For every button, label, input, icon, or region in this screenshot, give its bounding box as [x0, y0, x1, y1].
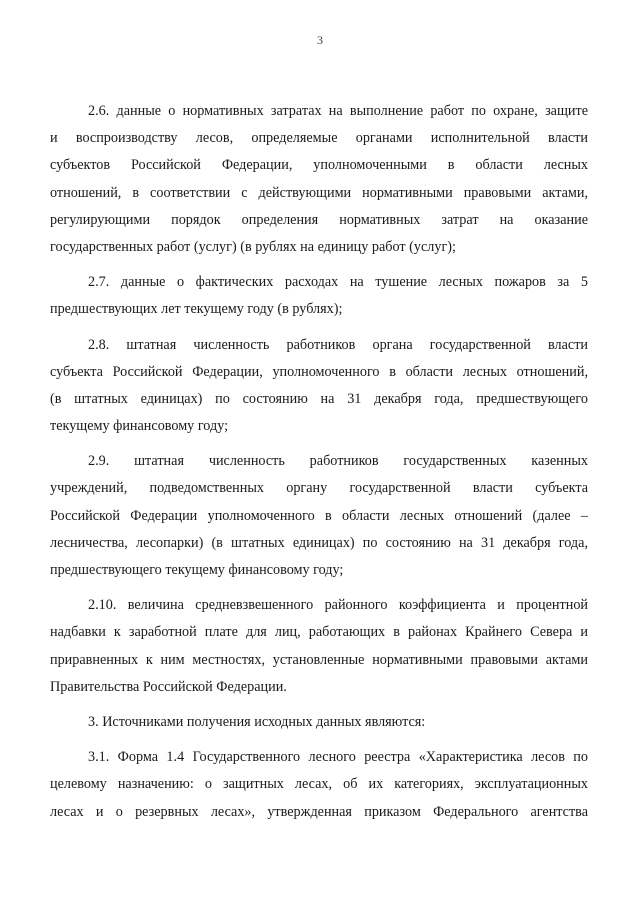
paragraph-2-10: [50, 592, 588, 701]
text-line: предшествующего текущему финансовому году;: [50, 562, 344, 578]
page-number: 3: [317, 33, 323, 47]
text-line: регулирующими порядок определения нормативных затрат на оказание: [50, 211, 588, 228]
text-line: лесничества, лесопарки) (в штатных единицах) по состоянию на 31 декабря года,: [50, 534, 588, 551]
text-line: надбавки к заработной плате для лиц, работающих в районах Крайнего Севера и: [50, 624, 588, 641]
document-body: [50, 98, 588, 834]
text-line: субъектов Российской Федерации, уполномоченными в области лесных: [50, 157, 588, 174]
text-line: Российской Федерации уполномоченного в области лесных отношений (далее –: [50, 507, 588, 524]
text-line: предшествующих лет текущему году (в рублях);: [50, 301, 343, 318]
text-line: учреждений, подведомственных органу государственной власти субъекта: [50, 480, 588, 497]
text-line: 2.8. штатная численность работников органа государственной власти: [88, 336, 588, 353]
text-line: текущему финансовому году;: [50, 418, 229, 435]
paragraph-2-9: [50, 448, 588, 584]
text-line: приравненных к ним местностях, установленные нормативными правовыми актами: [50, 651, 588, 668]
paragraph-2-6: [50, 98, 588, 261]
paragraph-3: [50, 709, 588, 736]
text-line: (в штатных единицах) по состоянию на 31 декабря года, предшествующего: [50, 390, 588, 407]
text-line: 2.10. величина средневзвешенного районного коэффициента и процентной: [88, 597, 588, 614]
text-line: 3. Источниками получения исходных данных являются:: [88, 713, 426, 730]
paragraph-3-1: [50, 744, 588, 826]
text-line: целевому назначению: о защитных лесах, об их категориях, эксплуатационных: [50, 776, 588, 793]
text-line: отношений, в соответствии с действующими нормативными правовыми актами,: [50, 184, 588, 201]
text-line: 3.1. Форма 1.4 Государственного лесного реестра «Характеристика лесов по: [88, 749, 588, 766]
text-line: 2.9. штатная численность работников государственных казенных: [88, 453, 588, 470]
text-line: и воспроизводству лесов, определяемые органами исполнительной власти: [50, 130, 588, 147]
text-line: государственных работ (услуг) (в рублях на единицу работ (услуг);: [50, 238, 456, 255]
text-line: 2.7. данные о фактических расходах на тушение лесных пожаров за 5: [88, 274, 588, 291]
paragraph-2-8: [50, 332, 588, 441]
text-line: Правительства Российской Федерации.: [50, 678, 287, 695]
text-line: субъекта Российской Федерации, уполномоченного в области лесных отношений,: [50, 363, 588, 380]
text-line: 2.6. данные о нормативных затратах на выполнение работ по охране, защите: [88, 103, 588, 119]
text-line: лесах и о резервных лесах», утвержденная приказом Федерального агентства: [50, 803, 588, 820]
paragraph-2-7: [50, 269, 588, 323]
